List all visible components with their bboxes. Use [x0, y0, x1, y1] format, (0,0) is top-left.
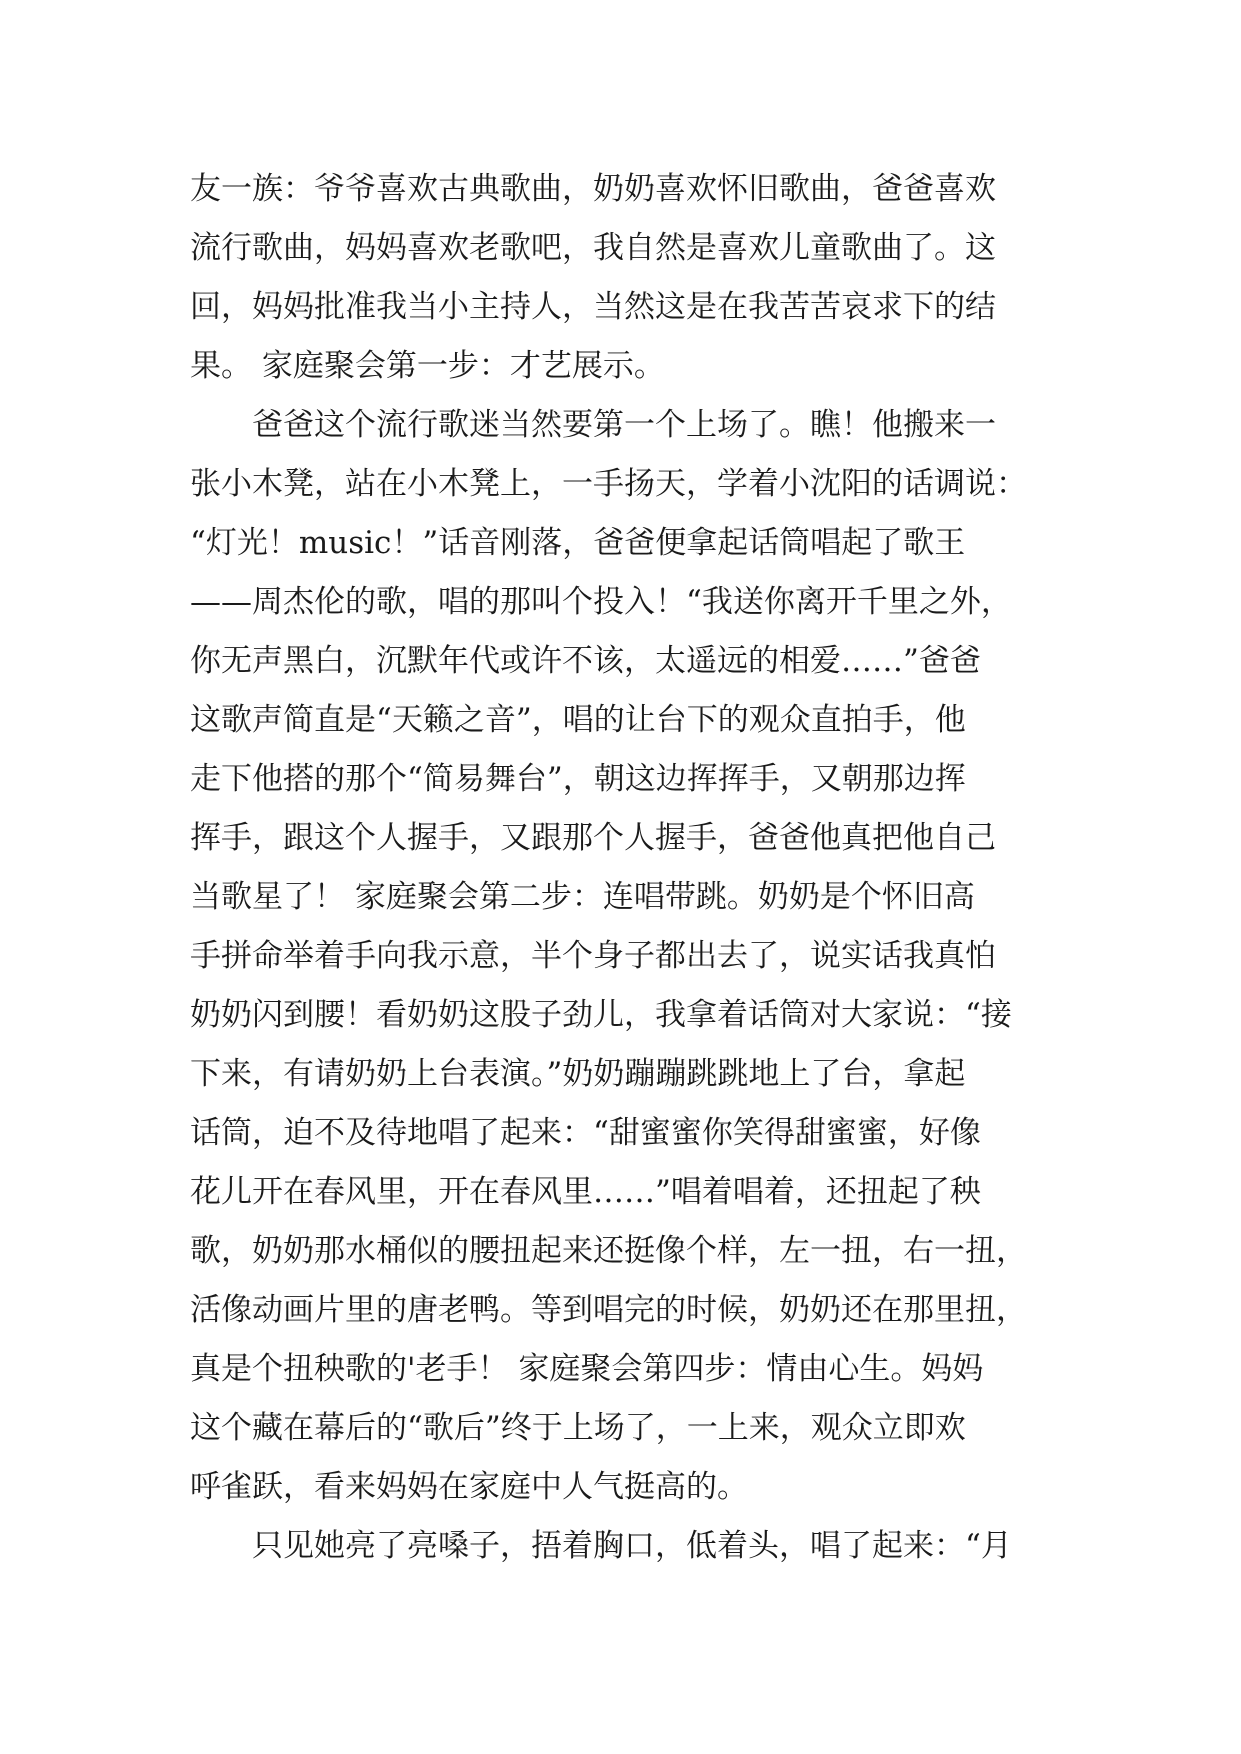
- text-line: 走下他搭的那个“简易舞台”，朝这边挥挥手，又朝那边挥: [190, 761, 966, 797]
- text-line: 果。 家庭聚会第一步：才艺展示。: [190, 348, 665, 384]
- text-line: 活像动画片里的唐老鸭。等到唱完的时候，奶奶还在那里扭，: [190, 1292, 1027, 1328]
- text-line: 只见她亮了亮嗓子，捂着胸口，低着头，唱了起来：“月: [190, 1528, 1012, 1564]
- text-line: 花儿开在春风里，开在春风里……”唱着唱着，还扭起了秧: [190, 1174, 981, 1210]
- text-line: 话筒，迫不及待地唱了起来：“甜蜜蜜你笑得甜蜜蜜，好像: [190, 1115, 981, 1151]
- text-line: 呼雀跃，看来妈妈在家庭中人气挺高的。: [190, 1469, 748, 1505]
- text-line: 流行歌曲，妈妈喜欢老歌吧，我自然是喜欢儿童歌曲了。这: [190, 230, 996, 266]
- text-line: 真是个扭秧歌的'老手！ 家庭聚会第四步：情由心生。妈妈: [190, 1351, 984, 1387]
- text-line: “灯光！music！”话音刚落，爸爸便拿起话筒唱起了歌王: [190, 525, 966, 561]
- text-line: ——周杰伦的歌，唱的那叫个投入！“我送你离开千里之外，: [190, 584, 1012, 620]
- text-line: 这个藏在幕后的“歌后”终于上场了，一上来，观众立即欢: [190, 1410, 966, 1446]
- body-text: [190, 160, 1050, 1576]
- text-line: 歌，奶奶那水桶似的腰扭起来还挺像个样，左一扭，右一扭，: [190, 1233, 1027, 1269]
- text-line: 张小木凳，站在小木凳上，一手扬天，学着小沈阳的话调说：: [190, 466, 1027, 502]
- text-line: 挥手，跟这个人握手，又跟那个人握手，爸爸他真把他自己: [190, 820, 996, 856]
- text-line: 手拼命举着手向我示意，半个身子都出去了，说实话我真怕: [190, 938, 996, 974]
- text-line: 爸爸这个流行歌迷当然要第一个上场了。瞧！他搬来一: [190, 407, 996, 443]
- text-line: 这歌声简直是“天籁之音”，唱的让台下的观众直拍手，他: [190, 702, 966, 738]
- text-line: 回，妈妈批准我当小主持人，当然这是在我苦苦哀求下的结: [190, 289, 996, 325]
- text-line: 你无声黑白，沉默年代或许不该，太遥远的相爱……”爸爸: [190, 643, 981, 679]
- text-line: 奶奶闪到腰！看奶奶这股子劲儿，我拿着话筒对大家说：“接: [190, 997, 1012, 1033]
- text-line: 友一族：爷爷喜欢古典歌曲，奶奶喜欢怀旧歌曲，爸爸喜欢: [190, 171, 996, 207]
- text-line: 下来，有请奶奶上台表演。”奶奶蹦蹦跳跳地上了台，拿起: [190, 1056, 966, 1092]
- text-line: 当歌星了！ 家庭聚会第二步：连唱带跳。奶奶是个怀旧高: [190, 879, 975, 915]
